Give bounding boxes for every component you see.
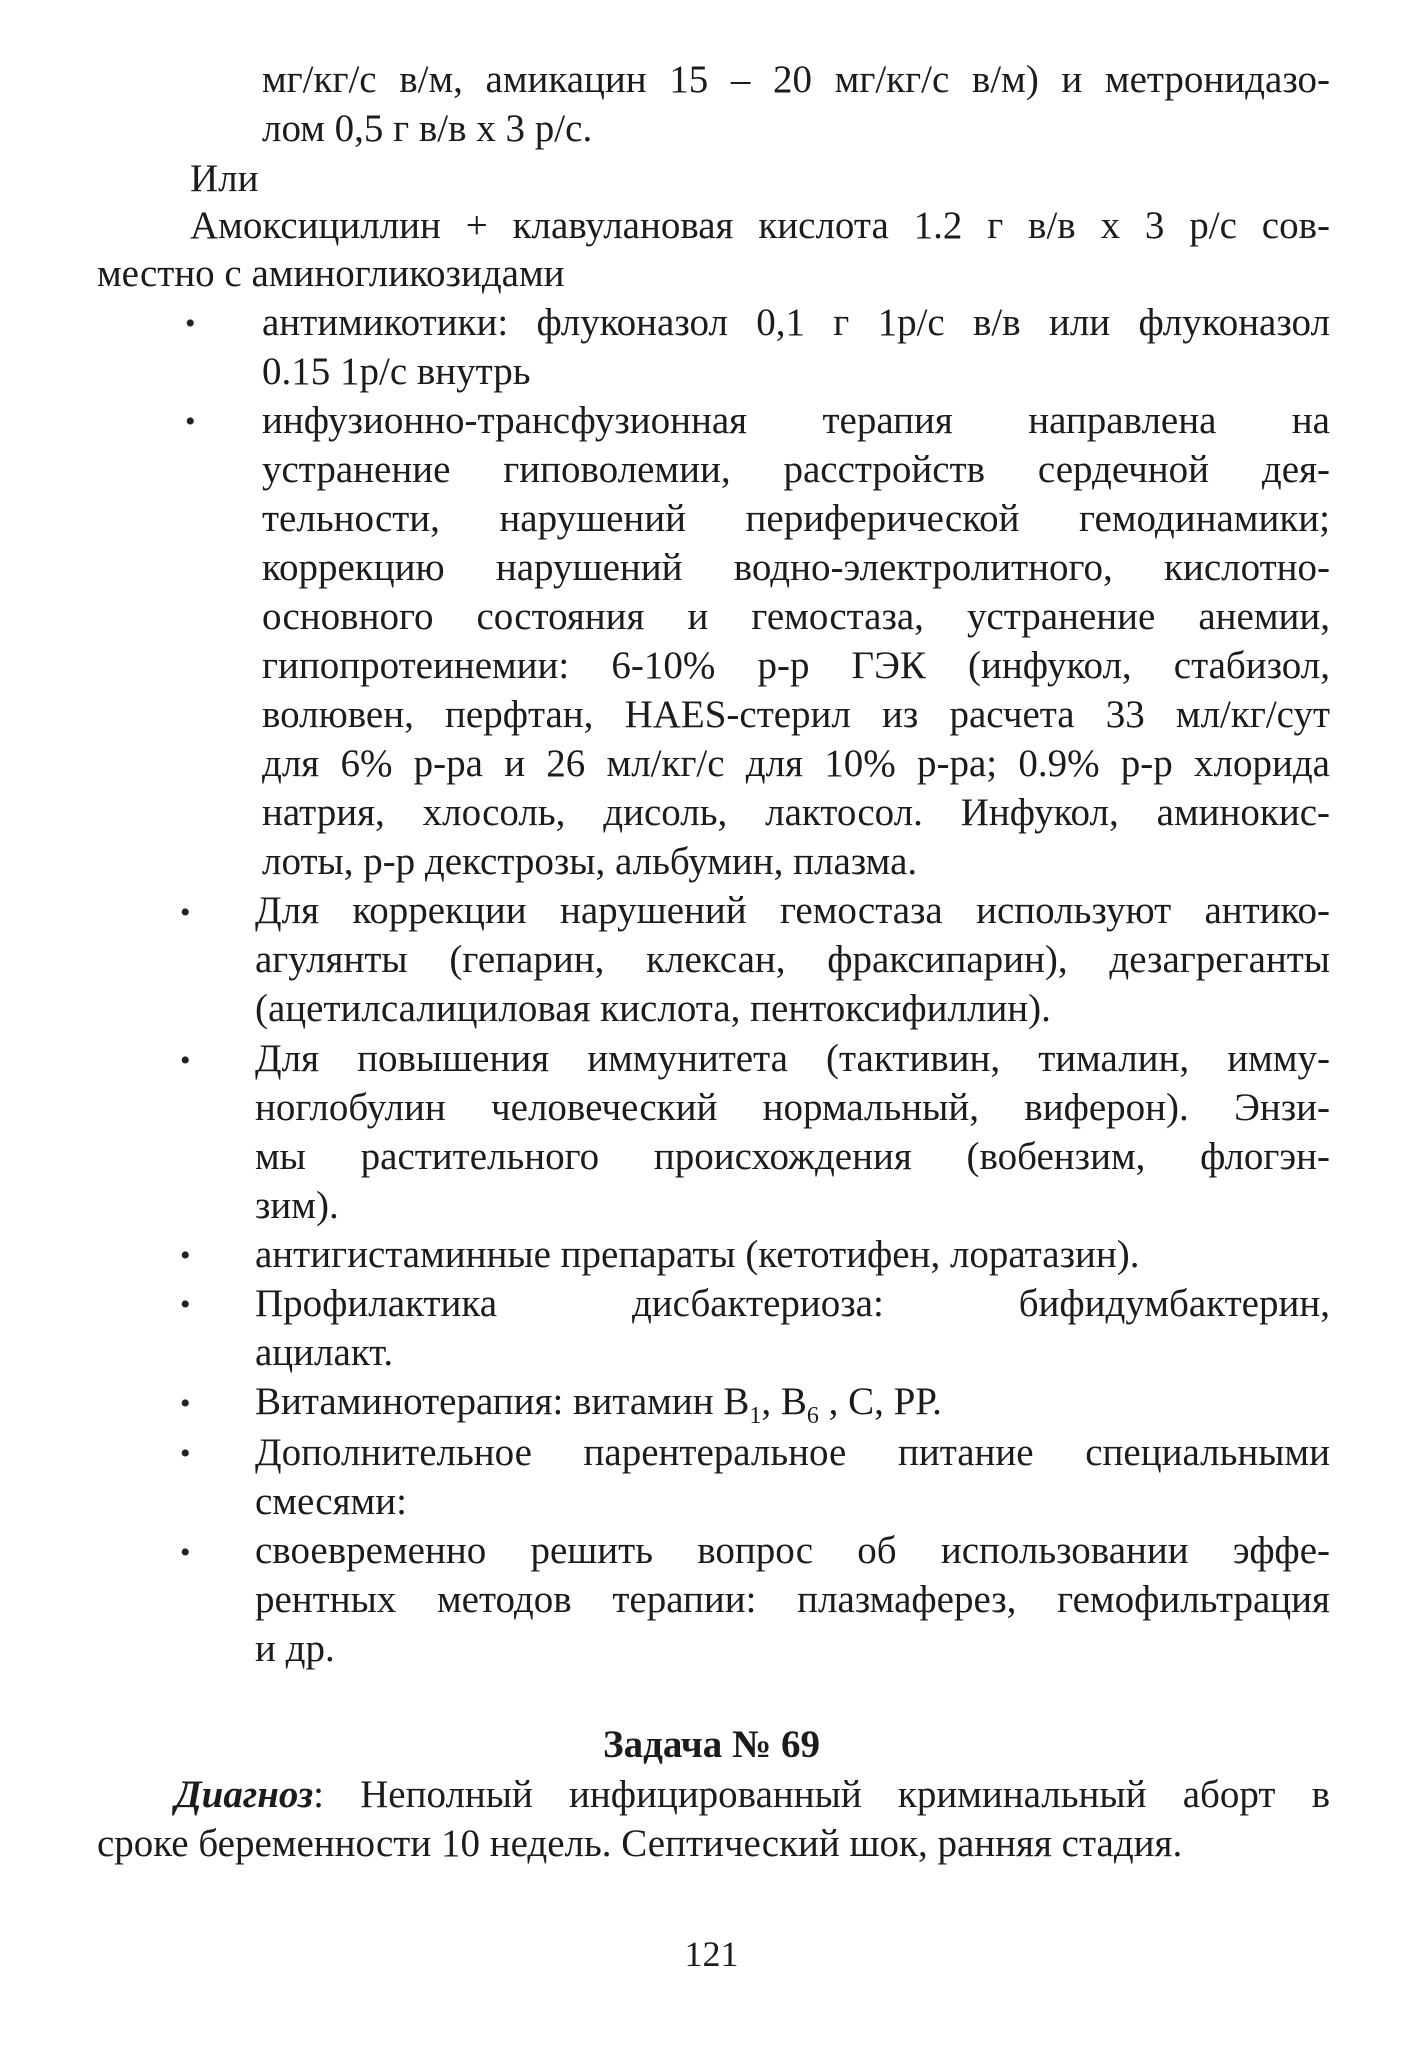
- infusion-line-4: коррекцию нарушений водно-электролитного, кислотно-: [262, 546, 1330, 589]
- infusion-line-3: тельности, нарушений периферической гемодинамики;: [262, 497, 1330, 540]
- bullet-icon: •: [180, 1536, 191, 1569]
- dysbacteriosis-line-2: ацилакт.: [255, 1331, 394, 1374]
- infusion-line-7: волювен, перфтан, HAES-стерил из расчета 33 мл/кг/сут: [262, 693, 1330, 736]
- immunity-line-3: мы растительного происхождения (вобензим, флогэн-: [255, 1135, 1330, 1178]
- diagnosis-label: Диагноз: [175, 1773, 314, 1816]
- parenteral-line-2: смесями:: [255, 1480, 407, 1523]
- bullet-icon: •: [180, 1437, 191, 1470]
- vitamins-mid: , В: [761, 1380, 807, 1423]
- antihistamine-line-1: антигистаминные препараты (кетотифен, лоратазин).: [255, 1233, 1140, 1276]
- page-number: 121: [684, 1934, 739, 1974]
- diagnosis-text-1: : Неполный инфицированный криминальный аборт в: [313, 1773, 1330, 1816]
- efferent-line-3: и др.: [255, 1627, 335, 1670]
- immunity-line-2: ноглобулин человеческий нормальный, виферон). Энзи-: [255, 1086, 1330, 1129]
- or-label: Или: [190, 157, 259, 200]
- vitamin-b1-subscript: 1: [749, 1402, 762, 1429]
- vitamin-b6-subscript: 6: [806, 1402, 819, 1429]
- parenteral-line-1: Дополнительное парентеральное питание специальными: [255, 1431, 1330, 1474]
- bullet-icon: •: [185, 307, 196, 340]
- antimycotics-line-2: 0.15 1р/с внутрь: [262, 350, 531, 393]
- dysbacteriosis-line-1: Профилактика дисбактериоза: бифидумбактерин,: [255, 1282, 1330, 1325]
- infusion-line-1: инфузионно-трансфузионная терапия направлена на: [262, 399, 1330, 442]
- antimycotics-line-1: антимикотики: флуконазол 0,1 г 1р/с в/в или флуконазол: [262, 301, 1330, 344]
- infusion-line-10: лоты, р-р декстрозы, альбумин, плазма.: [262, 840, 918, 883]
- diagnosis-line-2: сроке беременности 10 недель. Септический шок, ранняя стадия.: [97, 1822, 1183, 1865]
- hemostasis-line-1: Для коррекции нарушений гемостаза используют антико-: [255, 889, 1330, 932]
- infusion-line-2: устранение гиповолемии, расстройств сердечной дея-: [262, 448, 1330, 491]
- diagnosis-line-1: [175, 1770, 1330, 1819]
- efferent-line-2: рентных методов терапии: плазмаферез, гемофильтрация: [255, 1578, 1330, 1621]
- amoxicillin-line-1: Амоксициллин + клавулановая кислота 1.2 г в/в х 3 р/с сов-: [190, 204, 1330, 247]
- amoxicillin-line-2: местно с аминогликозидами: [97, 252, 565, 295]
- infusion-line-9: натрия, хлосоль, дисоль, лактосол. Инфукол, аминокис-: [262, 791, 1330, 834]
- immunity-line-1: Для повышения иммунитета (тактивин, тималин, иммy-: [255, 1037, 1330, 1080]
- infusion-line-8: для 6% р-ра и 26 мл/кг/с для 10% р-ра; 0.9% р-р хлорида: [262, 742, 1330, 785]
- vitamins-prefix: Витаминотерапия: витамин В: [255, 1380, 750, 1423]
- vitamins-suffix: , С, РР.: [818, 1380, 942, 1423]
- infusion-line-5: основного состояния и гемостаза, устранение анемии,: [262, 595, 1330, 638]
- vitamins-line: [255, 1377, 942, 1429]
- hemostasis-line-2: агулянты (гепарин, клексан, фраксипарин), дезагреганты: [255, 938, 1330, 981]
- intro-line-1: мг/кг/с в/м, амикацин 15 – 20 мг/кг/с в/м) и метронидазо-: [262, 58, 1330, 101]
- hemostasis-line-3: (ацетилсалициловая кислота, пентоксифиллин).: [255, 987, 1051, 1030]
- immunity-line-4: зим).: [255, 1184, 339, 1227]
- bullet-icon: •: [185, 405, 196, 438]
- task-heading: Задача № 69: [603, 1723, 820, 1766]
- efferent-line-1: своевременно решить вопрос об использовании эффе-: [255, 1529, 1330, 1572]
- bullet-icon: •: [180, 1044, 191, 1077]
- bullet-icon: •: [180, 1288, 191, 1321]
- infusion-line-6: гипопротеинемии: 6-10% р-р ГЭК (инфукол, стабизол,: [262, 644, 1330, 687]
- bullet-icon: •: [180, 1239, 191, 1272]
- bullet-icon: •: [180, 1387, 191, 1420]
- intro-line-2: лом 0,5 г в/в х 3 р/с.: [262, 107, 593, 150]
- bullet-icon: •: [180, 896, 191, 929]
